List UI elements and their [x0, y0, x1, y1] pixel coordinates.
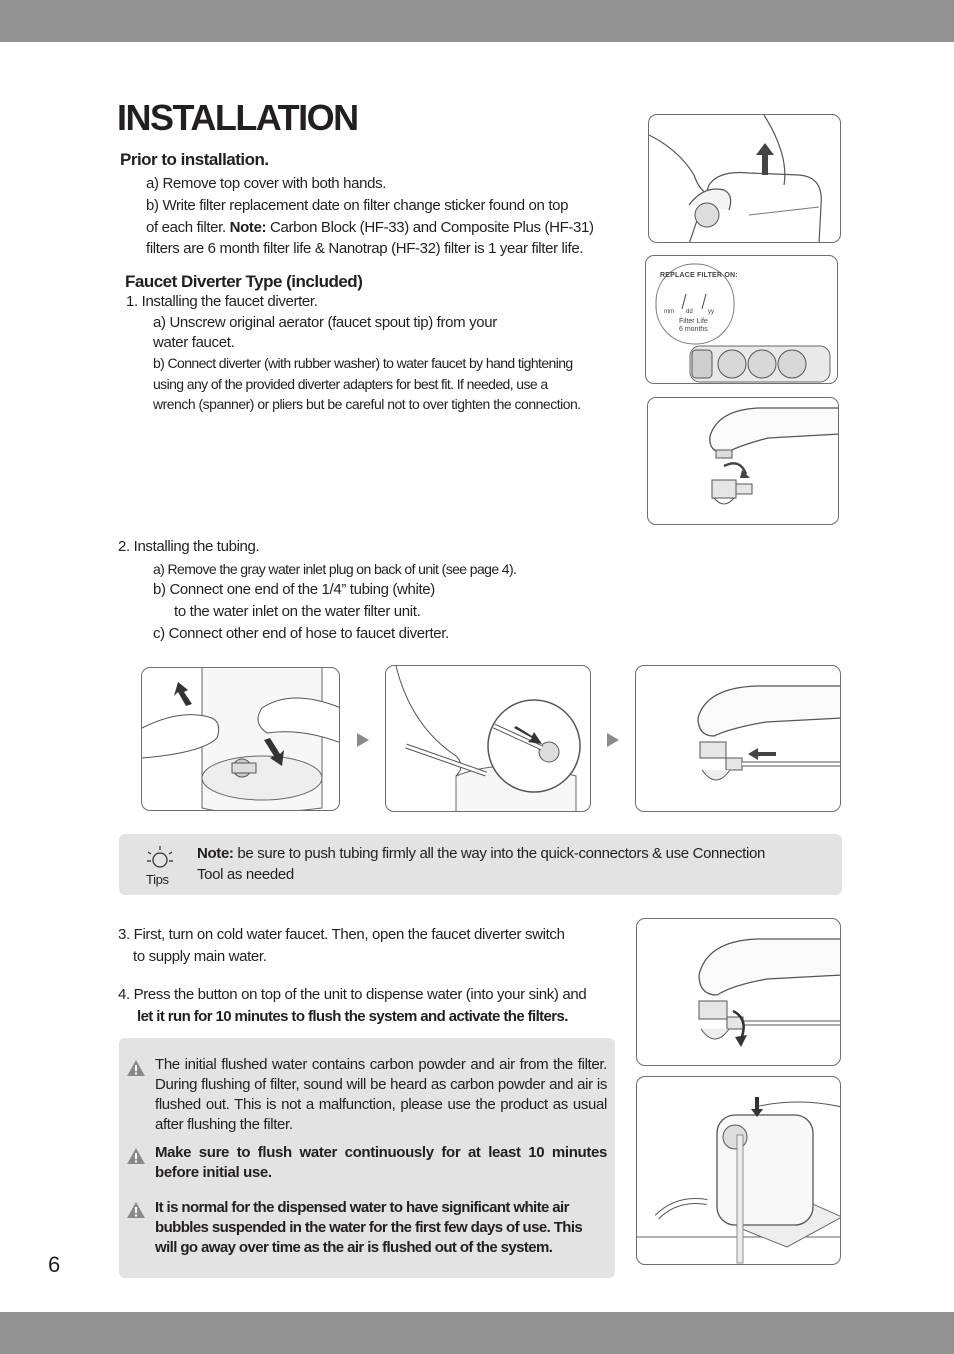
prior-step-b-line3: filters are 6 month filter life & Nanotrap (HF-32) filter is 1 year filter life. [146, 240, 584, 257]
faucet-step-b-line2: using any of the provided diverter adapters for best fit. If needed, use a [153, 376, 548, 392]
tips-note-label: Note: [197, 845, 234, 862]
sticker-yy: yy [708, 309, 714, 315]
figure-unscrew-aerator [647, 397, 839, 525]
step4-line1: 4. Press the button on top of the unit to dispense water (into your sink) and [118, 986, 587, 1003]
prior-step-a: a) Remove top cover with both hands. [146, 175, 387, 192]
step4-line2: let it run for 10 minutes to flush the system and activate the filters. [137, 1008, 568, 1025]
step3-line2: to supply main water. [133, 948, 267, 965]
tubing-step-c: c) Connect other end of hose to faucet diverter. [153, 625, 449, 642]
page-number: 6 [48, 1252, 60, 1277]
sticker-dd: dd [686, 309, 693, 315]
tips-note-line2: Tool as needed [197, 866, 294, 883]
faucet-step1: 1. Installing the faucet diverter. [126, 293, 318, 310]
top-band [0, 0, 954, 42]
warning-text-2: Make sure to flush water continuously for at least 10 minutes before initial use. [155, 1144, 607, 1181]
figure-connect-diverter [635, 665, 841, 812]
diverter-hose-illustration [636, 666, 841, 812]
remove-cover-illustration [649, 115, 841, 243]
sticker-months: 6 months [679, 326, 708, 333]
page-title: INSTALLATION [117, 97, 358, 138]
warning-triangle-icon [126, 1201, 146, 1219]
step-arrow-1-icon [357, 733, 369, 747]
faucet-step-a-line2: water faucet. [153, 334, 235, 351]
sticker-mm: mm [664, 309, 674, 315]
tubing-step-b-line1: b) Connect one end of the 1/4” tubing (white) [153, 581, 435, 598]
figure-remove-top-cover [648, 114, 841, 243]
figure-connect-tubing [385, 665, 591, 812]
faucet-heading: Faucet Diverter Type (included) [125, 272, 363, 291]
prior-b2-text-2: Carbon Block (HF-33) and Composite Plus (HF-31) [266, 219, 594, 236]
warning-text-3: It is normal for the dispensed water to have significant white air bubbles suspended in the water for the first few days of use. This will go away over time as the air is flushed out of the system. [155, 1199, 583, 1256]
sticker-life: Filter Life [679, 318, 708, 325]
faucet-step-b-line1: b) Connect diverter (with rubber washer) to water faucet by hand tightening [153, 355, 573, 371]
prior-b2-text: of each filter. [146, 219, 230, 236]
prior-heading: Prior to installation. [120, 150, 269, 169]
figure-remove-inlet-plug [141, 667, 340, 811]
prior-step-b-line2 [146, 218, 594, 238]
figure-open-diverter-switch [636, 918, 841, 1066]
connect-tubing-illustration [386, 666, 591, 812]
tubing-step2: 2. Installing the tubing. [118, 538, 260, 555]
inlet-plug-illustration [142, 668, 340, 811]
tips-label: Tips [146, 872, 169, 887]
aerator-illustration [648, 398, 839, 525]
step3-line1: 3. First, turn on cold water faucet. Then, open the faucet diverter switch [118, 926, 565, 943]
bottom-band [0, 1312, 954, 1354]
tips-note-text: be sure to push tubing firmly all the way into the quick-connectors & use Connection [233, 845, 765, 862]
figure-dispense-water [636, 1076, 841, 1265]
warning-triangle-icon [126, 1147, 146, 1165]
dispense-water-illustration [637, 1077, 841, 1265]
step-arrow-2-icon [607, 733, 619, 747]
faucet-step-a-line1: a) Unscrew original aerator (faucet spout tip) from your [153, 314, 497, 331]
prior-note-label: Note: [229, 219, 267, 236]
warning-triangle-icon [126, 1059, 146, 1077]
figure-filter-sticker [645, 255, 838, 384]
tubing-step-a: a) Remove the gray water inlet plug on back of unit (see page 4). [153, 561, 517, 577]
tips-note-line1 [197, 844, 765, 864]
diverter-switch-illustration [637, 919, 841, 1066]
faucet-step-b-line3: wrench (spanner) or pliers but be careful not to over tighten the connection. [153, 396, 581, 412]
warning-text-1: The initial flushed water contains carbon powder and air from the filter. During flushing of filter, sound will be heard as carbon powder and air is flushed out. This is not a malfunction, please use the product as usual after flushing the filter. [155, 1056, 607, 1133]
tubing-step-b-line2: to the water inlet on the water filter unit. [174, 603, 421, 620]
sticker-arc-text: REPLACE FILTER ON: [660, 272, 738, 279]
prior-step-b-line1: b) Write filter replacement date on filter change sticker found on top [146, 197, 569, 214]
